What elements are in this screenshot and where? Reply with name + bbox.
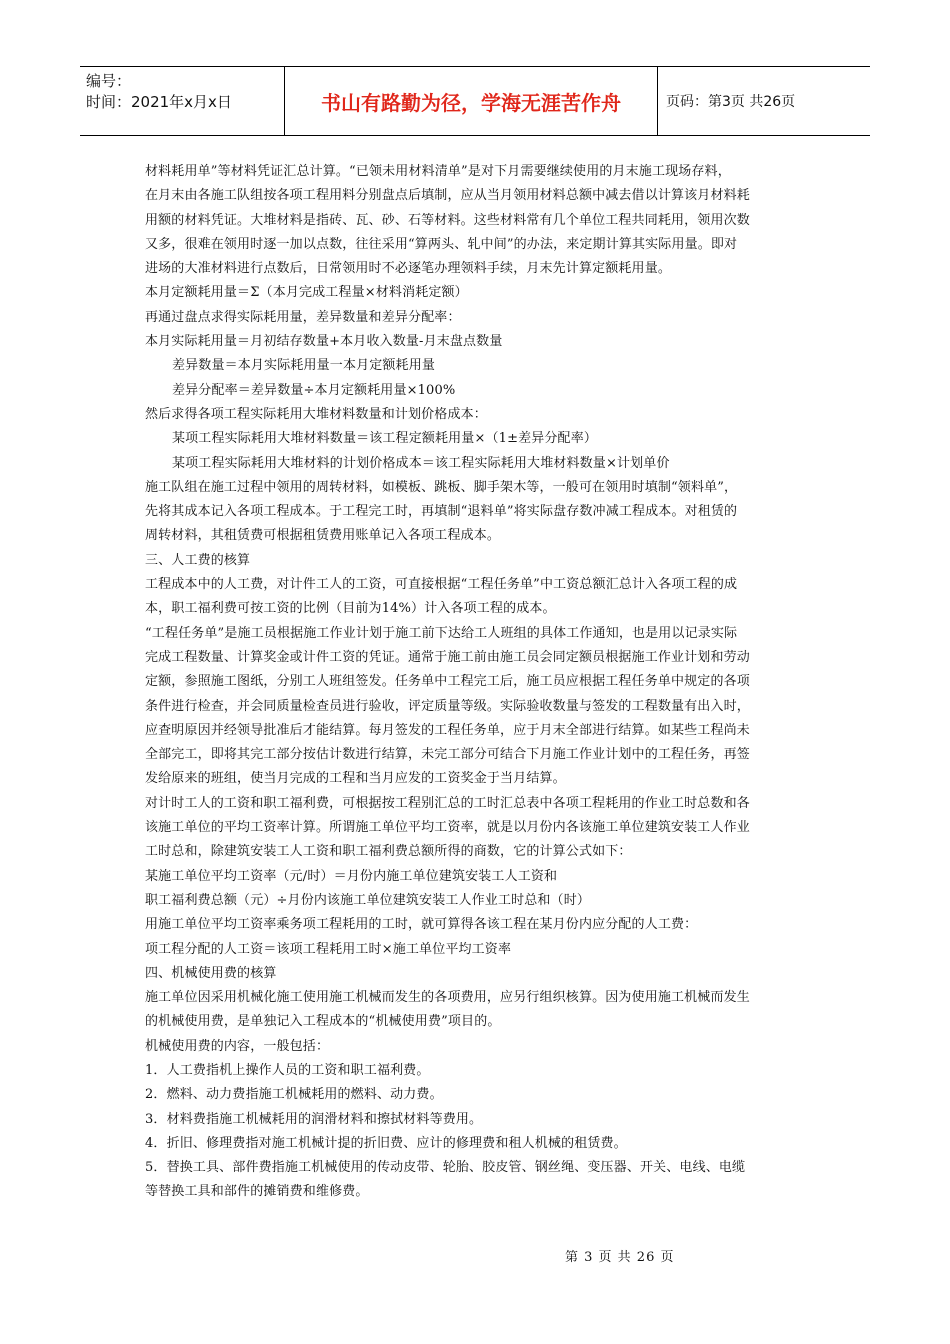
- document-code-label: 编号：: [86, 72, 132, 90]
- formula-line: 某施工单位平均工资率（元/时）＝月份内施工单位建筑安装工人工资和: [145, 868, 558, 884]
- header-motto: 书山有路勤为径，学海无涯苦作舟: [285, 67, 658, 135]
- page-footer: 第 3 页 共 26 页: [565, 1250, 675, 1265]
- text-line: 定额，参照施工图纸，分别工人班组签发。任务单中工程完工后，施工员应根据工程任务单中规定的各项: [145, 674, 750, 690]
- text-line: 材料耗用单”等材料凭证汇总计算。“已领未用材料清单”是对下月需要继续使用的月末施工现场存料，: [145, 164, 731, 179]
- document-body: [145, 160, 810, 1205]
- text-line: 周转材料，其租赁费可根据租赁费用账单记入各项工程成本。: [145, 528, 501, 544]
- text-line: 对计时工人的工资和职工福利费，可根据按工程别汇总的工时汇总表中各项工程耗用的作业工时总数和各: [145, 795, 750, 811]
- list-item: 5．替换工具、部件费指施工机械使用的传动皮带、轮胎、胶皮管、钢丝绳、变压器、开关、电线、电缆: [145, 1160, 746, 1176]
- list-item: 1．人工费指机上操作人员的工资和职工福利费。: [145, 1062, 430, 1078]
- formula-line: 差异数量＝本月实际耗用量一本月定额耗用量: [172, 358, 436, 374]
- formula-line: 本月定额耗用量＝Σ（本月完成工程量×材料消耗定额）: [145, 285, 468, 301]
- text-line: 工程成本中的人工费，对计件工人的工资，可直接根据“工程任务单”中工资总额汇总计入各项工程的成: [145, 577, 738, 593]
- text-line: 然后求得各项工程实际耗用大堆材料数量和计划价格成本：: [145, 406, 487, 422]
- formula-line: 职工福利费总额（元）÷月份内该施工单位建筑安装工人作业工时总和（时）: [145, 892, 590, 908]
- formula-line: 某项工程实际耗用大堆材料的计划价格成本＝该工程实际耗用大堆材料数量×计划单价: [172, 455, 670, 471]
- text-line: 条件进行检查，并会同质量检查员进行验收，评定质量等级。实际验收数量与签发的工程数量有出入时，: [145, 698, 750, 714]
- text-line: 又多，很难在领用时逐一加以点数，往往采用“算两头、轧中间”的办法，来定期计算其实际用量。即对: [145, 236, 738, 252]
- section-heading: 三、人工费的核算: [145, 552, 251, 568]
- page-header: [80, 66, 870, 136]
- text-line: 本，职工福利费可按工资的比例（目前为14%）计入各项工程的成本。: [145, 601, 556, 617]
- text-line: 完成工程数量、计算奖金或计件工资的凭证。通常于施工前由施工员会同定额员根据施工作业计划和劳动: [145, 649, 750, 665]
- text-line: 再通过盘点求得实际耗用量，差异数量和差异分配率：: [145, 309, 461, 325]
- text-line: 应查明原因并经领导批准后才能结算。每月签发的工程任务单，应于月末全部进行结算。如某些工程尚未: [145, 722, 750, 738]
- list-item: 3．材料费指施工机械耗用的润滑材料和擦拭材料等费用。: [145, 1111, 483, 1127]
- formula-line: 本月实际耗用量＝月初结存数量+本月收入数量-月末盘点数量: [145, 334, 503, 350]
- document-date: 时间：2021年x月x日: [86, 93, 232, 111]
- text-line: 机械使用费的内容，一般包括：: [145, 1038, 330, 1054]
- formula-line: 差异分配率＝差异数量÷本月定额耗用量×100%: [172, 382, 456, 398]
- text-line: 施工单位因采用机械化施工使用施工机械而发生的各项费用，应另行组织核算。因为使用施工机械而发生: [145, 990, 750, 1006]
- text-line: 用额的材料凭证。大堆材料是指砖、瓦、砂、石等材料。这些材料常有几个单位工程共同耗用，领用次数: [145, 212, 750, 228]
- list-item: 4．折旧、修理费指对施工机械计提的折旧费、应计的修理费和租人机械的租赁费。: [145, 1135, 627, 1151]
- text-line: 先将其成本记入各项工程成本。于工程完工时，再填制“退料单”将实际盘存数冲减工程成本。对租赁的: [145, 504, 738, 520]
- formula-line: 某项工程实际耗用大堆材料数量＝该工程定额耗用量×（1±差异分配率）: [172, 431, 598, 447]
- text-line: “工程任务单”是施工员根据施工作业计划于施工前下达给工人班组的具体工作通知，也是用以记录实际: [145, 625, 738, 641]
- text-line: 施工队组在施工过程中领用的周转材料，如模板、跳板、脚手架木等，一般可在领用时填制“领料单”，: [145, 479, 738, 495]
- text-line: 等替换工具和部件的摊销费和维修费。: [145, 1184, 369, 1200]
- text-line: 用施工单位平均工资率乘务项工程耗用的工时，就可算得各该工程在某月份内应分配的人工费：: [145, 917, 698, 933]
- text-line: 全部完工，即将其完工部分按估计数进行结算，未完工部分可结合下月施工作业计划中的工程任务，再签: [145, 747, 750, 763]
- header-meta: [80, 67, 285, 135]
- text-line: 发给原来的班组，使当月完成的工程和当月应发的工资奖金于当月结算。: [145, 771, 566, 787]
- text-line: 的机械使用费，是单独记入工程成本的“机械使用费”项目的。: [145, 1014, 501, 1030]
- section-heading: 四、机械使用费的核算: [145, 965, 277, 981]
- header-page-info: 页码：第3页 共26页: [666, 94, 796, 110]
- text-line: 在月末由各施工队组按各项工程用料分别盘点后填制，应从当月领用材料总额中减去借以计算该月材料耗: [145, 188, 750, 204]
- formula-line: 项工程分配的人工资＝该项工程耗用工时×施工单位平均工资率: [145, 941, 512, 957]
- text-line: 该施工单位的平均工资率计算。所谓施工单位平均工资率，就是以月份内各该施工单位建筑安装工人作业: [145, 820, 750, 836]
- text-line: 进场的大准材料进行点数后，日常领用时不必逐笔办理领料手续，月末先计算定额耗用量。: [145, 261, 672, 277]
- list-item: 2．燃料、动力费指施工机械耗用的燃料、动力费。: [145, 1087, 443, 1103]
- text-line: 工时总和，除建筑安装工人工资和职工福利费总额所得的商数，它的计算公式如下：: [145, 844, 632, 860]
